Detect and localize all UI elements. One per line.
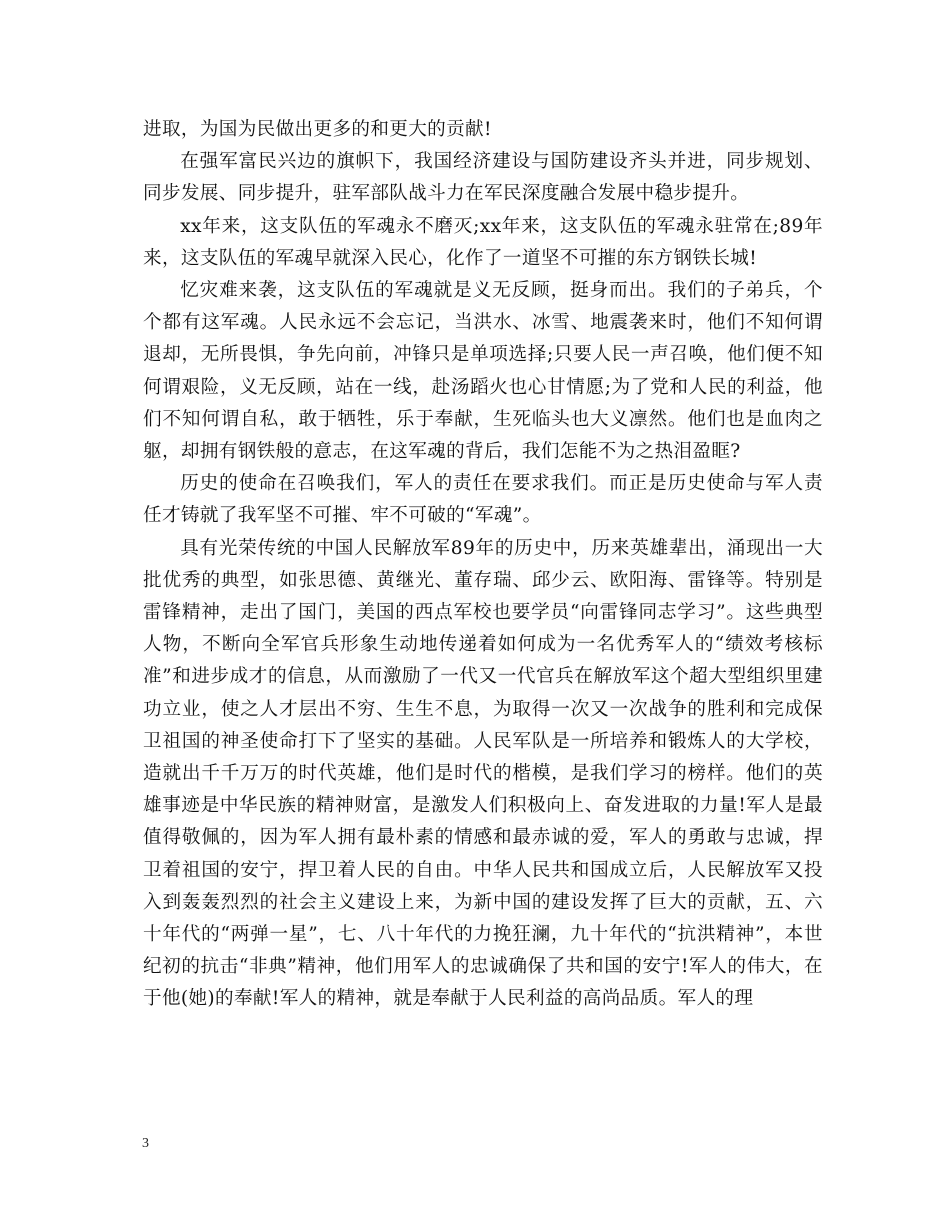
paragraph-continued: 进取，为国为民做出更多的和更大的贡献!: [143, 119, 492, 140]
paragraph: 具有光荣传统的中国人民解放军89年的历史中，历来英雄辈出，涌现出一大批优秀的典型，如张思德、黄继光、董存瑞、邱少云、欧阳海、雷锋等。特别是雷锋精神，走出了国门，美国的西点军校也要学员“向雷锋同志学习”。这些典型人物，不断向全军官兵形象生动地传递着如何成为一名优秀军人的“绩效考核标准”和进步成才的信息，从而激励了一代又一代官兵在解放军这个超大型组织里建功立业，使之人才层出不穷、生生不息，为取得一次又一次战争的胜利和完成保卫祖国的神圣使命打下了坚实的基础。人民军队是一所培养和锻炼人的大学校，造就出千千万万的时代英雄，他们是时代的楷模，是我们学习的榜样。他们的英雄事迹是中华民族的精神财富，是激发人们积极向上、奋发进取的力量!军人是最值得敬佩的，因为军人拥有最朴素的情感和最赤诚的爱，军人的勇敢与忠诚，捍卫着祖国的安宁，捍卫着人民的自由。中华人民共和国成立后，人民解放军又投入到轰轰烈烈的社会主义建设上来，为新中国的建设发挥了巨大的贡献，五、六十年代的“两弹一星”，七、八十年代的力挽狂澜，九十年代的“抗洪精神”，本世纪初的抗击“非典”精神，他们用军人的忠诚确保了共和国的安宁!军人的伟大，在于他(她)的奉献!军人的精神，就是奉献于人民利益的高尚品质。军人的理: [143, 537, 823, 1010]
paragraph: 忆灾难来袭，这支队伍的军魂就是义无反顾，挺身而出。我们的子弟兵，个个都有这军魂。人民永远不会忘记，当洪水、冰雪、地震袭来时，他们不知何谓退却，无所畏惧，争先向前，冲锋只是单项选择;只要人民一声召唤，他们便不知何谓艰险，义无反顾，站在一线，赴汤蹈火也心甘情愿;为了党和人民的利益，他们不知何谓自私，敢于牺牲，乐于奉献，生死临头也大义凛然。他们也是血肉之躯，却拥有钢铁般的意志，在这军魂的背后，我们怎能不为之热泪盈眶?: [143, 280, 823, 463]
page-number: 3: [142, 1136, 149, 1151]
paragraph: 历史的使命在召唤我们，军人的责任在要求我们。而正是历史使命与军人责任才铸就了我军坚不可摧、牢不可破的“军魂”。: [143, 473, 823, 527]
paragraph: xx年来，这支队伍的军魂永不磨灭;xx年来，这支队伍的军魂永驻常在;89年来，这支队伍的军魂早就深入民心，化作了一道坚不可摧的东方钢铁长城!: [143, 215, 823, 269]
document-body: [143, 114, 823, 1016]
paragraph: 在强军富民兴边的旗帜下，我国经济建设与国防建设齐头并进，同步规划、同步发展、同步提升，驻军部队战斗力在军民深度融合发展中稳步提升。: [143, 151, 823, 205]
